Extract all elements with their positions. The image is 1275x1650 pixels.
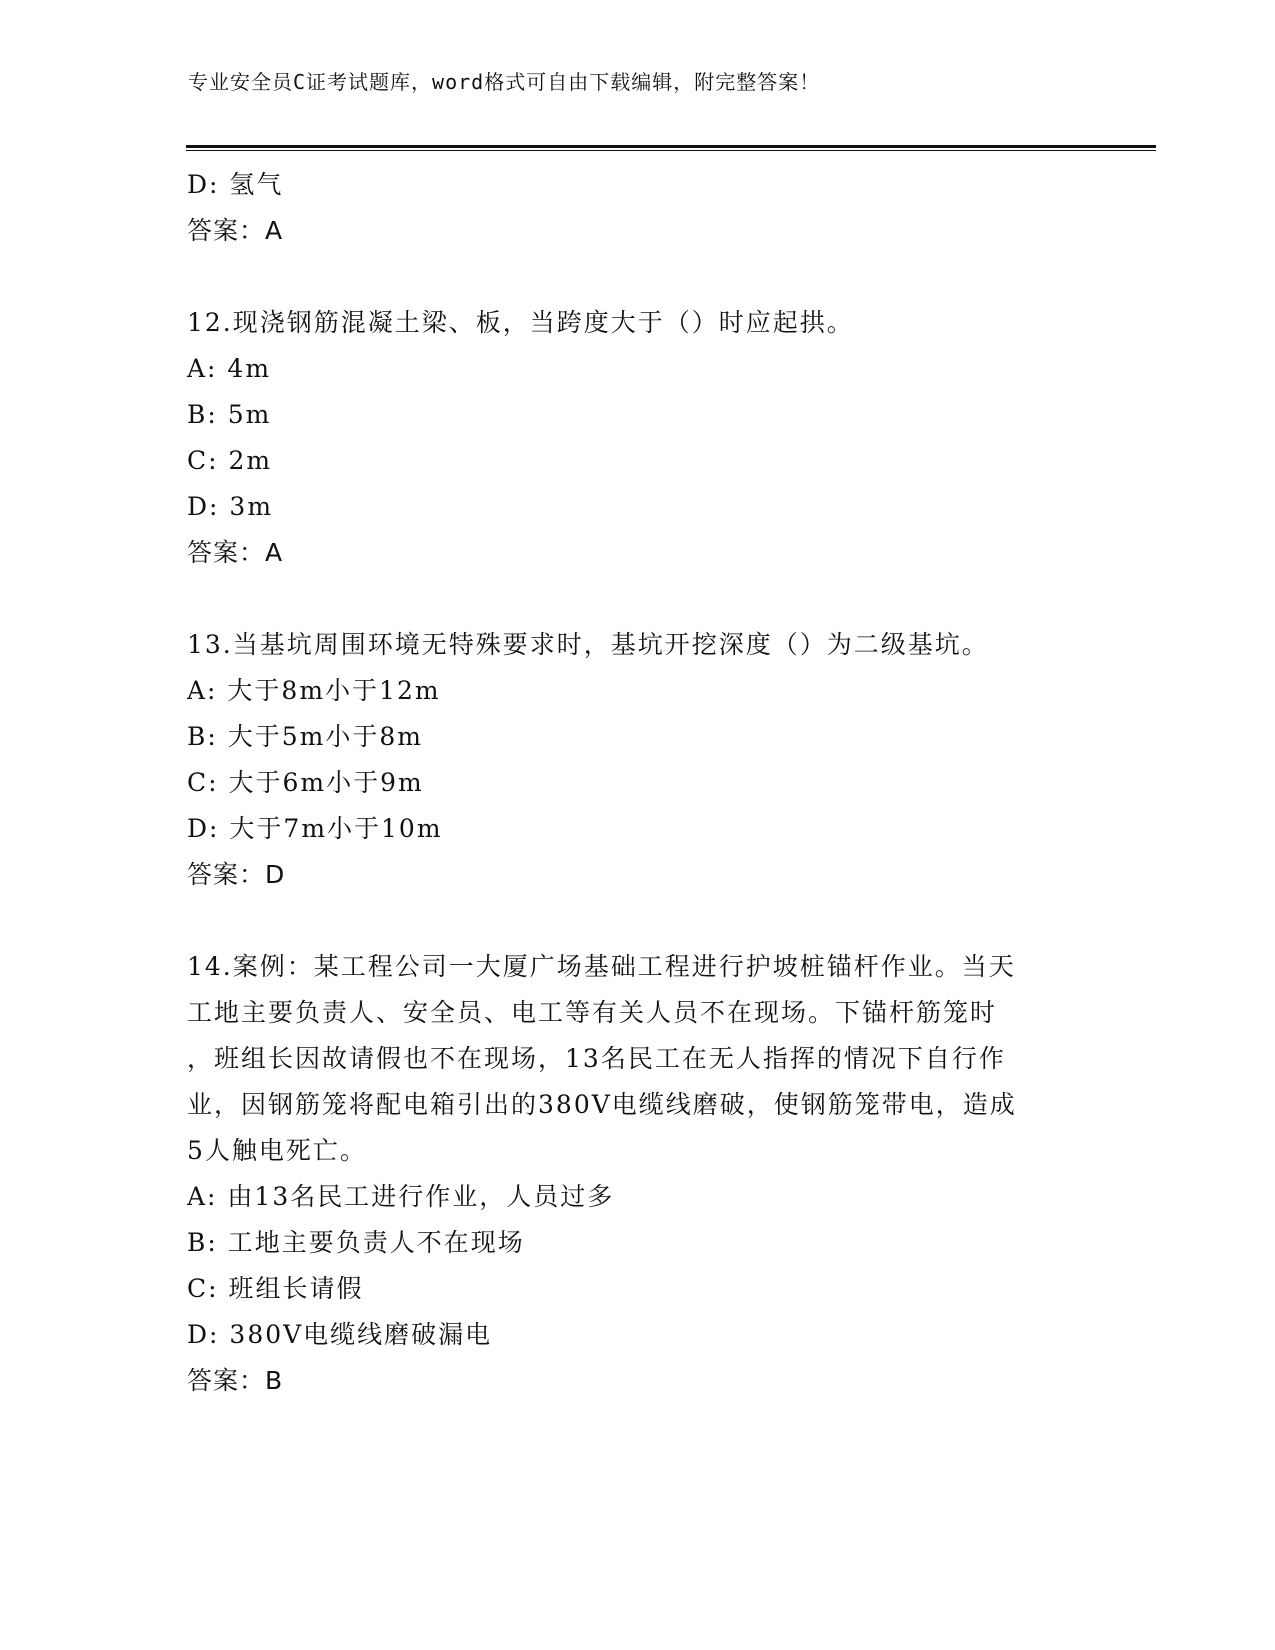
question-14-text-line: 业，因钢筋笼将配电箱引出的380V电缆线磨破，使钢筋笼带电，造成 (187, 1090, 1017, 1119)
option-c: C: 班组长请假 (187, 1274, 364, 1303)
spacer (187, 898, 1087, 944)
answer: 答案：A (187, 538, 284, 567)
option-d: D: 380V电缆线磨破漏电 (187, 1320, 493, 1349)
answer: 答案：B (187, 1366, 284, 1395)
question-14-text-line: ，班组长因故请假也不在现场，13名民工在无人指挥的情况下自行作 (187, 1044, 1006, 1073)
option-a: A: 由13名民工进行作业，人员过多 (187, 1182, 615, 1211)
option-d: D: 大于7m小于10m (187, 814, 443, 843)
page-header: 专业安全员C证考试题库，word格式可自由下载编辑，附完整答案！ (188, 70, 821, 94)
question-14-text-line: 5人触电死亡。 (187, 1136, 367, 1165)
option-c: C: 2m (187, 446, 273, 475)
answer: 答案：A (187, 216, 284, 245)
question-13-text: 13.当基坑周围环境无特殊要求时，基坑开挖深度（）为二级基坑。 (187, 630, 989, 659)
question-14-text-line: 工地主要负责人、安全员、电工等有关人员不在现场。下锚杆筋笼时 (187, 998, 998, 1027)
option-a: A: 4m (187, 354, 272, 383)
option-d: D: 氢气 (187, 170, 284, 199)
header-divider (186, 145, 1156, 151)
question-14-text-line: 14.案例：某工程公司一大厦广场基础工程进行护坡桩锚杆作业。当天 (187, 952, 1016, 981)
option-b: B: 5m (187, 400, 272, 429)
spacer (187, 254, 1087, 300)
option-a: A: 大于8m小于12m (187, 676, 441, 705)
question-12-text: 12.现浇钢筋混凝土梁、板，当跨度大于（）时应起拱。 (187, 308, 854, 337)
answer: 答案：D (187, 860, 286, 889)
option-b: B: 工地主要负责人不在现场 (187, 1228, 525, 1257)
spacer (187, 576, 1087, 622)
option-c: C: 大于6m小于9m (187, 768, 424, 797)
option-b: B: 大于5m小于8m (187, 722, 423, 751)
question-content (187, 162, 1087, 1404)
option-d: D: 3m (187, 492, 274, 521)
